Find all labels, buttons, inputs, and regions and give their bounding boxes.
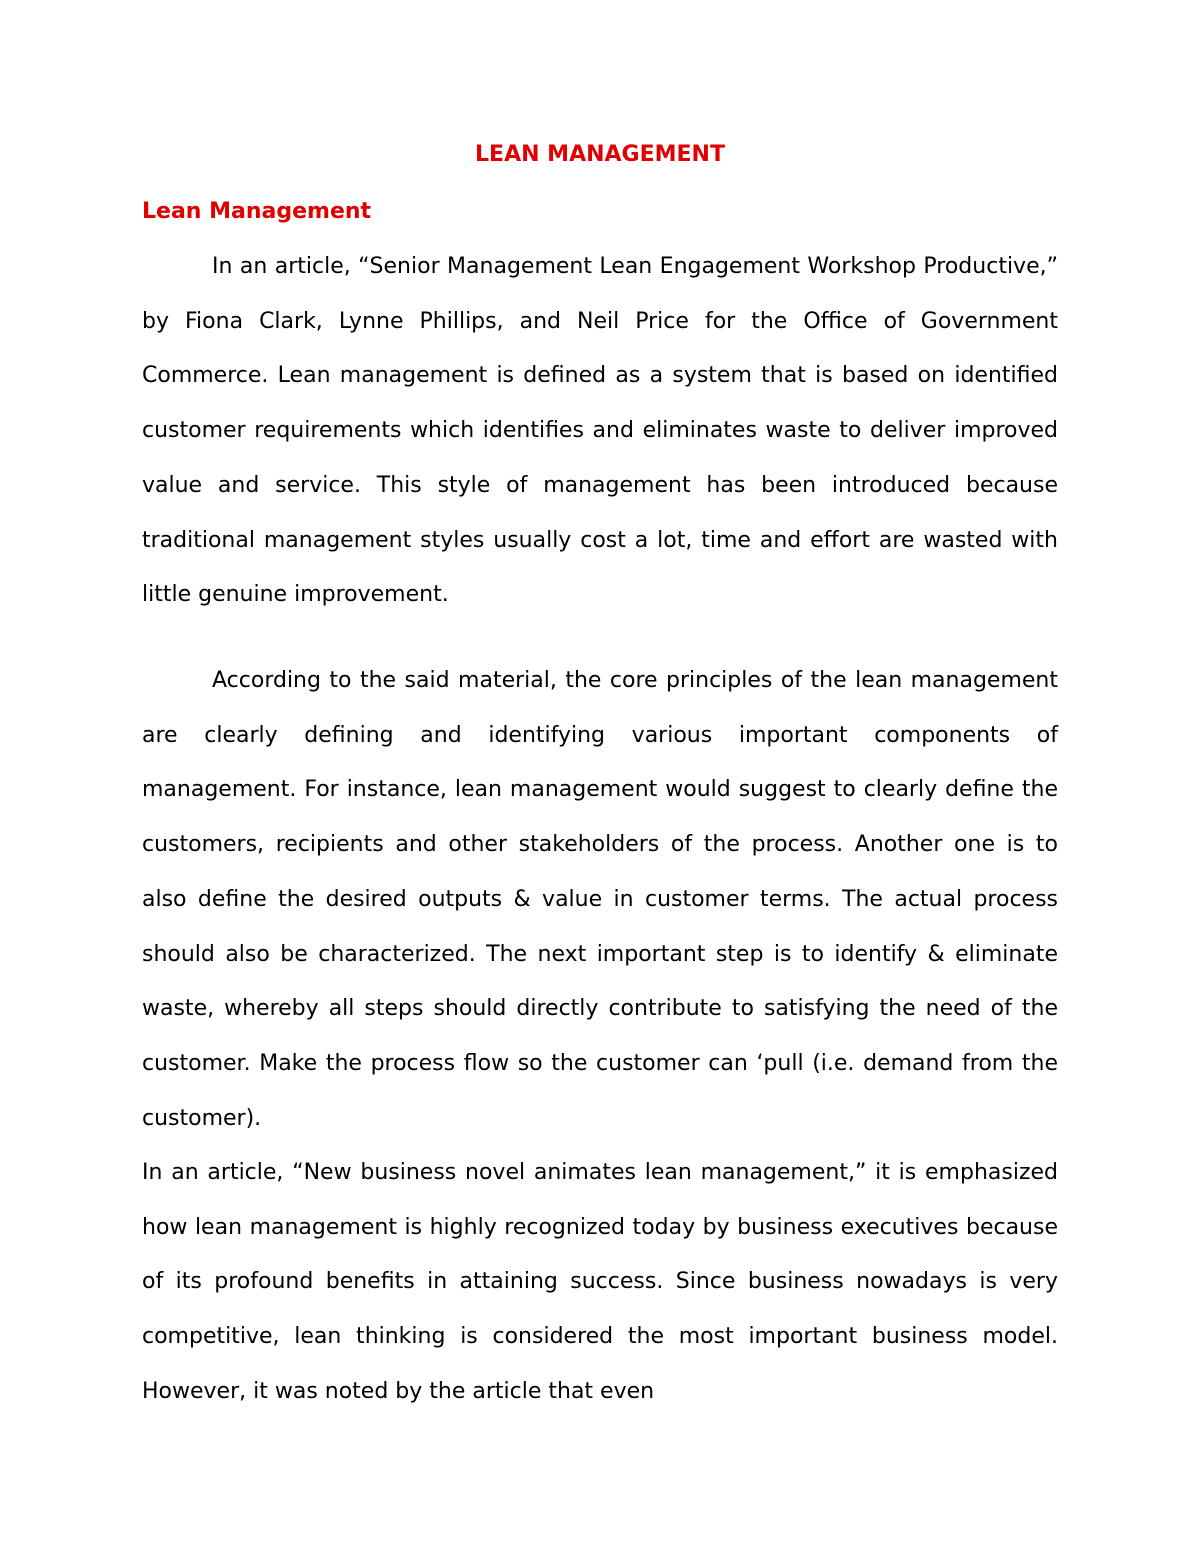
paragraph-3: In an article, “New business novel animates lean management,” it is emphasized how lean management is highly recognized today by business executives because of its profound benefits in attaining success. Since business nowadays is very competitive, lean thinking is considered the most important business model. However, it was noted by the article that even <box>142 1160 1058 1404</box>
paragraph-2: According to the said material, the core principles of the lean management are clearly defining and identifying various important components of management. For instance, lean management would suggest to clearly define the customers, recipients and other stakeholders of the process. Another one is to also define the desired outputs & value in customer terms. The actual process should also be characterized. The next important step is to identify & eliminate waste, whereby all steps should directly contribute to satisfying the need of the customer. Make the process flow so the customer can ‘pull (i.e. demand from the customer). <box>142 668 1058 1131</box>
paragraph-1: In an article, “Senior Management Lean Engagement Workshop Productive,” by Fiona Clark, Lynne Phillips, and Neil Price for the Office of Government Commerce. Lean management is defined as a system that is based on identified customer requirements which identifies and eliminates waste to deliver improved value and service. This style of management has been introduced because traditional management styles usually cost a lot, time and effort are wasted with little genuine improvement. <box>142 254 1058 608</box>
document-title: LEAN MANAGEMENT <box>475 142 725 167</box>
section-heading: Lean Management <box>142 199 372 224</box>
